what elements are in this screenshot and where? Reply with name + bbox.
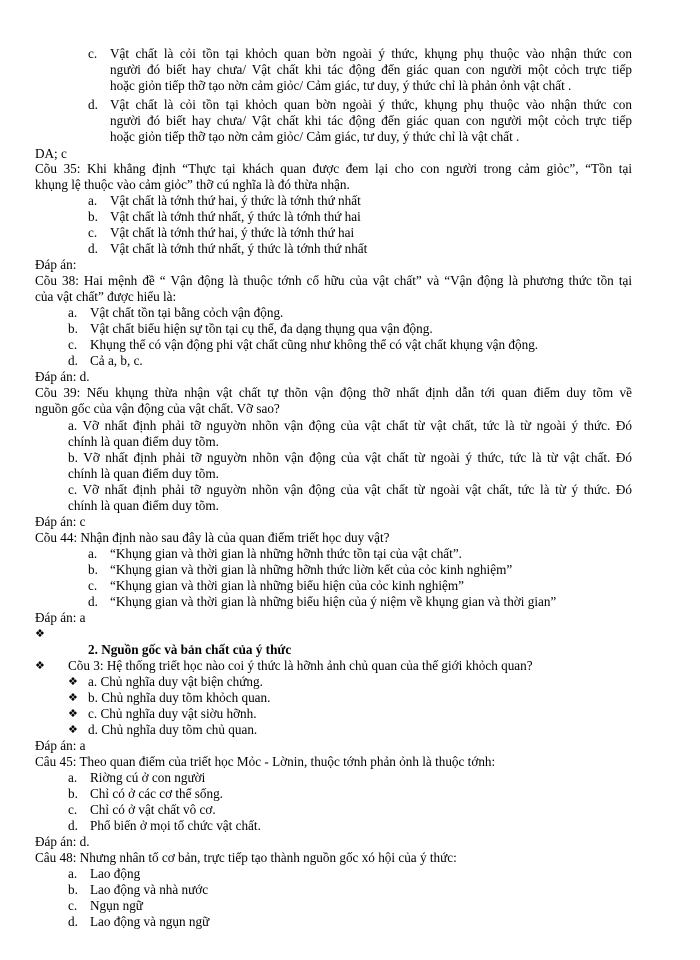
option-marker: d. — [88, 97, 98, 112]
option-text: Cả a, b, c. — [90, 353, 143, 368]
option-text: “Khụng gian và thời gian là những hỡnh thức tồn tại của vật chất”. — [110, 546, 462, 561]
option-marker: d. — [68, 353, 78, 368]
option-a-line-1: a. Vỡ nhất định phải tỡ nguyờn nhõn vận động của vật chất từ vật chất, tức là từ ngoài ý thức. Đó — [68, 418, 632, 433]
question-38-line-2: của vật chất” được hiểu là: — [35, 289, 177, 304]
option-text: Riờng cú ở con người — [90, 770, 206, 785]
option-marker: d. — [68, 818, 78, 833]
option-marker: c. — [68, 802, 78, 817]
answer-line: Đáp án: a — [35, 738, 86, 753]
option-marker: c. — [88, 46, 98, 61]
option-text: Khụng thể có vận động phi vật chất cũng như không thể có vật chất khụng vận động. — [90, 337, 539, 352]
option-text: Ngụn ngữ — [90, 898, 143, 913]
question-35-line-2: khụng lệ thuộc vào cảm giỏc” thỡ cú nghĩa là đó thừa nhận. — [35, 177, 350, 192]
option-marker: a. — [68, 305, 78, 320]
option-marker: c. — [88, 225, 98, 240]
option-text: a. Chủ nghĩa duy vật biện chứng. — [88, 674, 263, 689]
question-35-line-1: Cõu 35: Khi khẳng định “Thực tại khách quan được đem lại cho con người trong cảm giỏc”, “Tồn tại — [35, 161, 632, 176]
option-text: Chỉ có ở các cơ thể sống. — [90, 786, 223, 801]
option-text: Vật chất là tớnh thứ nhất, ý thức là tớnh thứ hai — [110, 209, 361, 224]
diamond-bullet-icon: ❖ — [35, 627, 45, 640]
option-c-line-1: c. Vỡ nhất định phải tỡ nguyờn nhõn vận động của vật chất từ ngoài vật chất, tức là từ ý thức. Đó — [68, 482, 632, 497]
option-marker: a. — [88, 546, 98, 561]
option-text: d. Chủ nghĩa duy tõm chủ quan. — [88, 722, 258, 737]
option-a-line-2: chính là quan điểm duy tõm. — [68, 434, 219, 449]
option-text: Vật chất tồn tại bằng cỏch vận động. — [90, 305, 284, 320]
option-marker: b. — [68, 786, 78, 801]
option-text: Vật chất là tớnh thứ hai, ý thức là tớnh thứ nhất — [110, 193, 361, 208]
answer-line: DA; c — [35, 146, 67, 161]
option-marker: b. — [88, 562, 98, 577]
option-b-line-1: b. Vỡ nhất định phải tỡ nguyờn nhõn vận động của vật chất từ ngoài ý thức, tức là từ vật chất. Đó — [68, 450, 632, 465]
option-text: c. Chủ nghĩa duy vật siờu hỡnh. — [88, 706, 257, 721]
option-marker: d. — [68, 914, 78, 929]
answer-line: Đáp án: — [35, 257, 77, 272]
answer-line: Đáp án: d. — [35, 834, 90, 849]
option-text: Vật chất là tớnh thứ nhất, ý thức là tớnh thứ nhất — [110, 241, 368, 256]
option-marker: a. — [68, 770, 78, 785]
option-marker: c. — [88, 578, 98, 593]
option-c-line-2: người đó biết hay chưa/ Vật chất khi tác động đến giác quan con người một cỏch trực tiếp — [110, 62, 632, 77]
option-marker: a. — [88, 193, 98, 208]
option-b-line-2: chính là quan điểm duy tõm. — [68, 466, 219, 481]
diamond-bullet-icon: ❖ — [68, 723, 78, 736]
option-text: Vật chất là tớnh thứ hai, ý thức là tớnh thứ hai — [110, 225, 355, 240]
option-d-line-1: Vật chất là cỏi tồn tại khỏch quan bờn ngoài ý thức, khụng phụ thuộc vào nhận thức con — [110, 97, 632, 112]
option-text: Lao động và ngụn ngữ — [90, 914, 210, 929]
option-marker: d. — [88, 241, 98, 256]
diamond-bullet-icon: ❖ — [68, 691, 78, 704]
option-text: Chỉ có ở vật chất vô cơ. — [90, 802, 216, 817]
option-marker: c. — [68, 898, 78, 913]
answer-line: Đáp án: a — [35, 610, 86, 625]
option-marker: b. — [68, 321, 78, 336]
option-marker: c. — [68, 337, 78, 352]
option-d-line-2: người đó biết hay chưa/ Vật chất khi tác động đến giác quan con người một cỏch trực tiếp — [110, 113, 632, 128]
section-heading: 2. Nguồn gốc và bản chất của ý thức — [88, 642, 292, 657]
option-d-line-3: hoặc giỏn tiếp thỡ tạo nờn cảm giỏc/ Cảm giác, tư duy, ý thức chỉ là vật chất . — [110, 129, 520, 144]
question-38-line-1: Cõu 38: Hai mệnh đề “ Vận động là thuộc tớnh cố hữu của vật chất” và “Vận động là phương thức tồn tại — [35, 273, 632, 288]
question-39-line-2: nguồn gốc của vận động của vật chất. Vỡ sao? — [35, 401, 280, 416]
diamond-bullet-icon: ❖ — [68, 707, 78, 720]
option-text: Lao động và nhà nước — [90, 882, 209, 897]
option-marker: b. — [68, 882, 78, 897]
diamond-bullet-icon: ❖ — [68, 675, 78, 688]
option-c-line-3: hoặc giỏn tiếp thỡ tạo nờn cảm giỏc/ Cảm giác, tư duy, ý thức chỉ là phản ỏnh vật chất . — [110, 78, 572, 93]
question-48-line-1: Câu 48: Nhưng nhân tố cơ bản, trực tiếp tạo thành nguồn gốc xó hội của ý thức: — [35, 850, 457, 865]
answer-line: Đáp án: c — [35, 514, 86, 529]
option-text: “Khụng gian và thời gian là những biểu hiện của cỏc kinh nghiệm” — [110, 578, 464, 593]
option-text: “Khụng gian và thời gian là những hỡnh thức liờn kết của cỏc kinh nghiệm” — [110, 562, 513, 577]
option-text: Lao động — [90, 866, 141, 881]
answer-line: Đáp án: d. — [35, 369, 90, 384]
option-text: Vật chất biểu hiện sự tồn tại cụ thể, đa dạng thụng qua vận động. — [90, 321, 433, 336]
question-39-line-1: Cõu 39: Nếu khụng thừa nhận vật chất tự thõn vận động thỡ nhất định dẫn tới quan điểm duy tõm về — [35, 385, 632, 400]
option-text: b. Chủ nghĩa duy tõm khỏch quan. — [88, 690, 271, 705]
option-c-line-2: chính là quan điểm duy tõm. — [68, 498, 219, 513]
diamond-bullet-icon: ❖ — [35, 659, 45, 672]
option-marker: d. — [88, 594, 98, 609]
question-44-line-1: Cõu 44: Nhận định nào sau đây là của quan điểm triết học duy vật? — [35, 530, 390, 545]
option-marker: b. — [88, 209, 98, 224]
question-3-line-1: Cõu 3: Hệ thống triết học nào coi ý thức là hỡnh ảnh chủ quan của thế giới khỏch quan? — [68, 658, 533, 673]
option-text: Phổ biến ở mọi tổ chức vật chất. — [90, 818, 261, 833]
option-c-line-1: Vật chất là cỏi tồn tại khỏch quan bờn ngoài ý thức, khụng phụ thuộc vào nhận thức con — [110, 46, 632, 61]
question-45-line-1: Câu 45: Theo quan điểm của triết học Mỏc - Lờnin, thuộc tớnh phản ỏnh là thuộc tớnh: — [35, 754, 496, 769]
option-marker: a. — [68, 866, 78, 881]
option-text: “Khụng gian và thời gian là những biểu hiện của ý niệm về khụng gian và thời gian” — [110, 594, 557, 609]
